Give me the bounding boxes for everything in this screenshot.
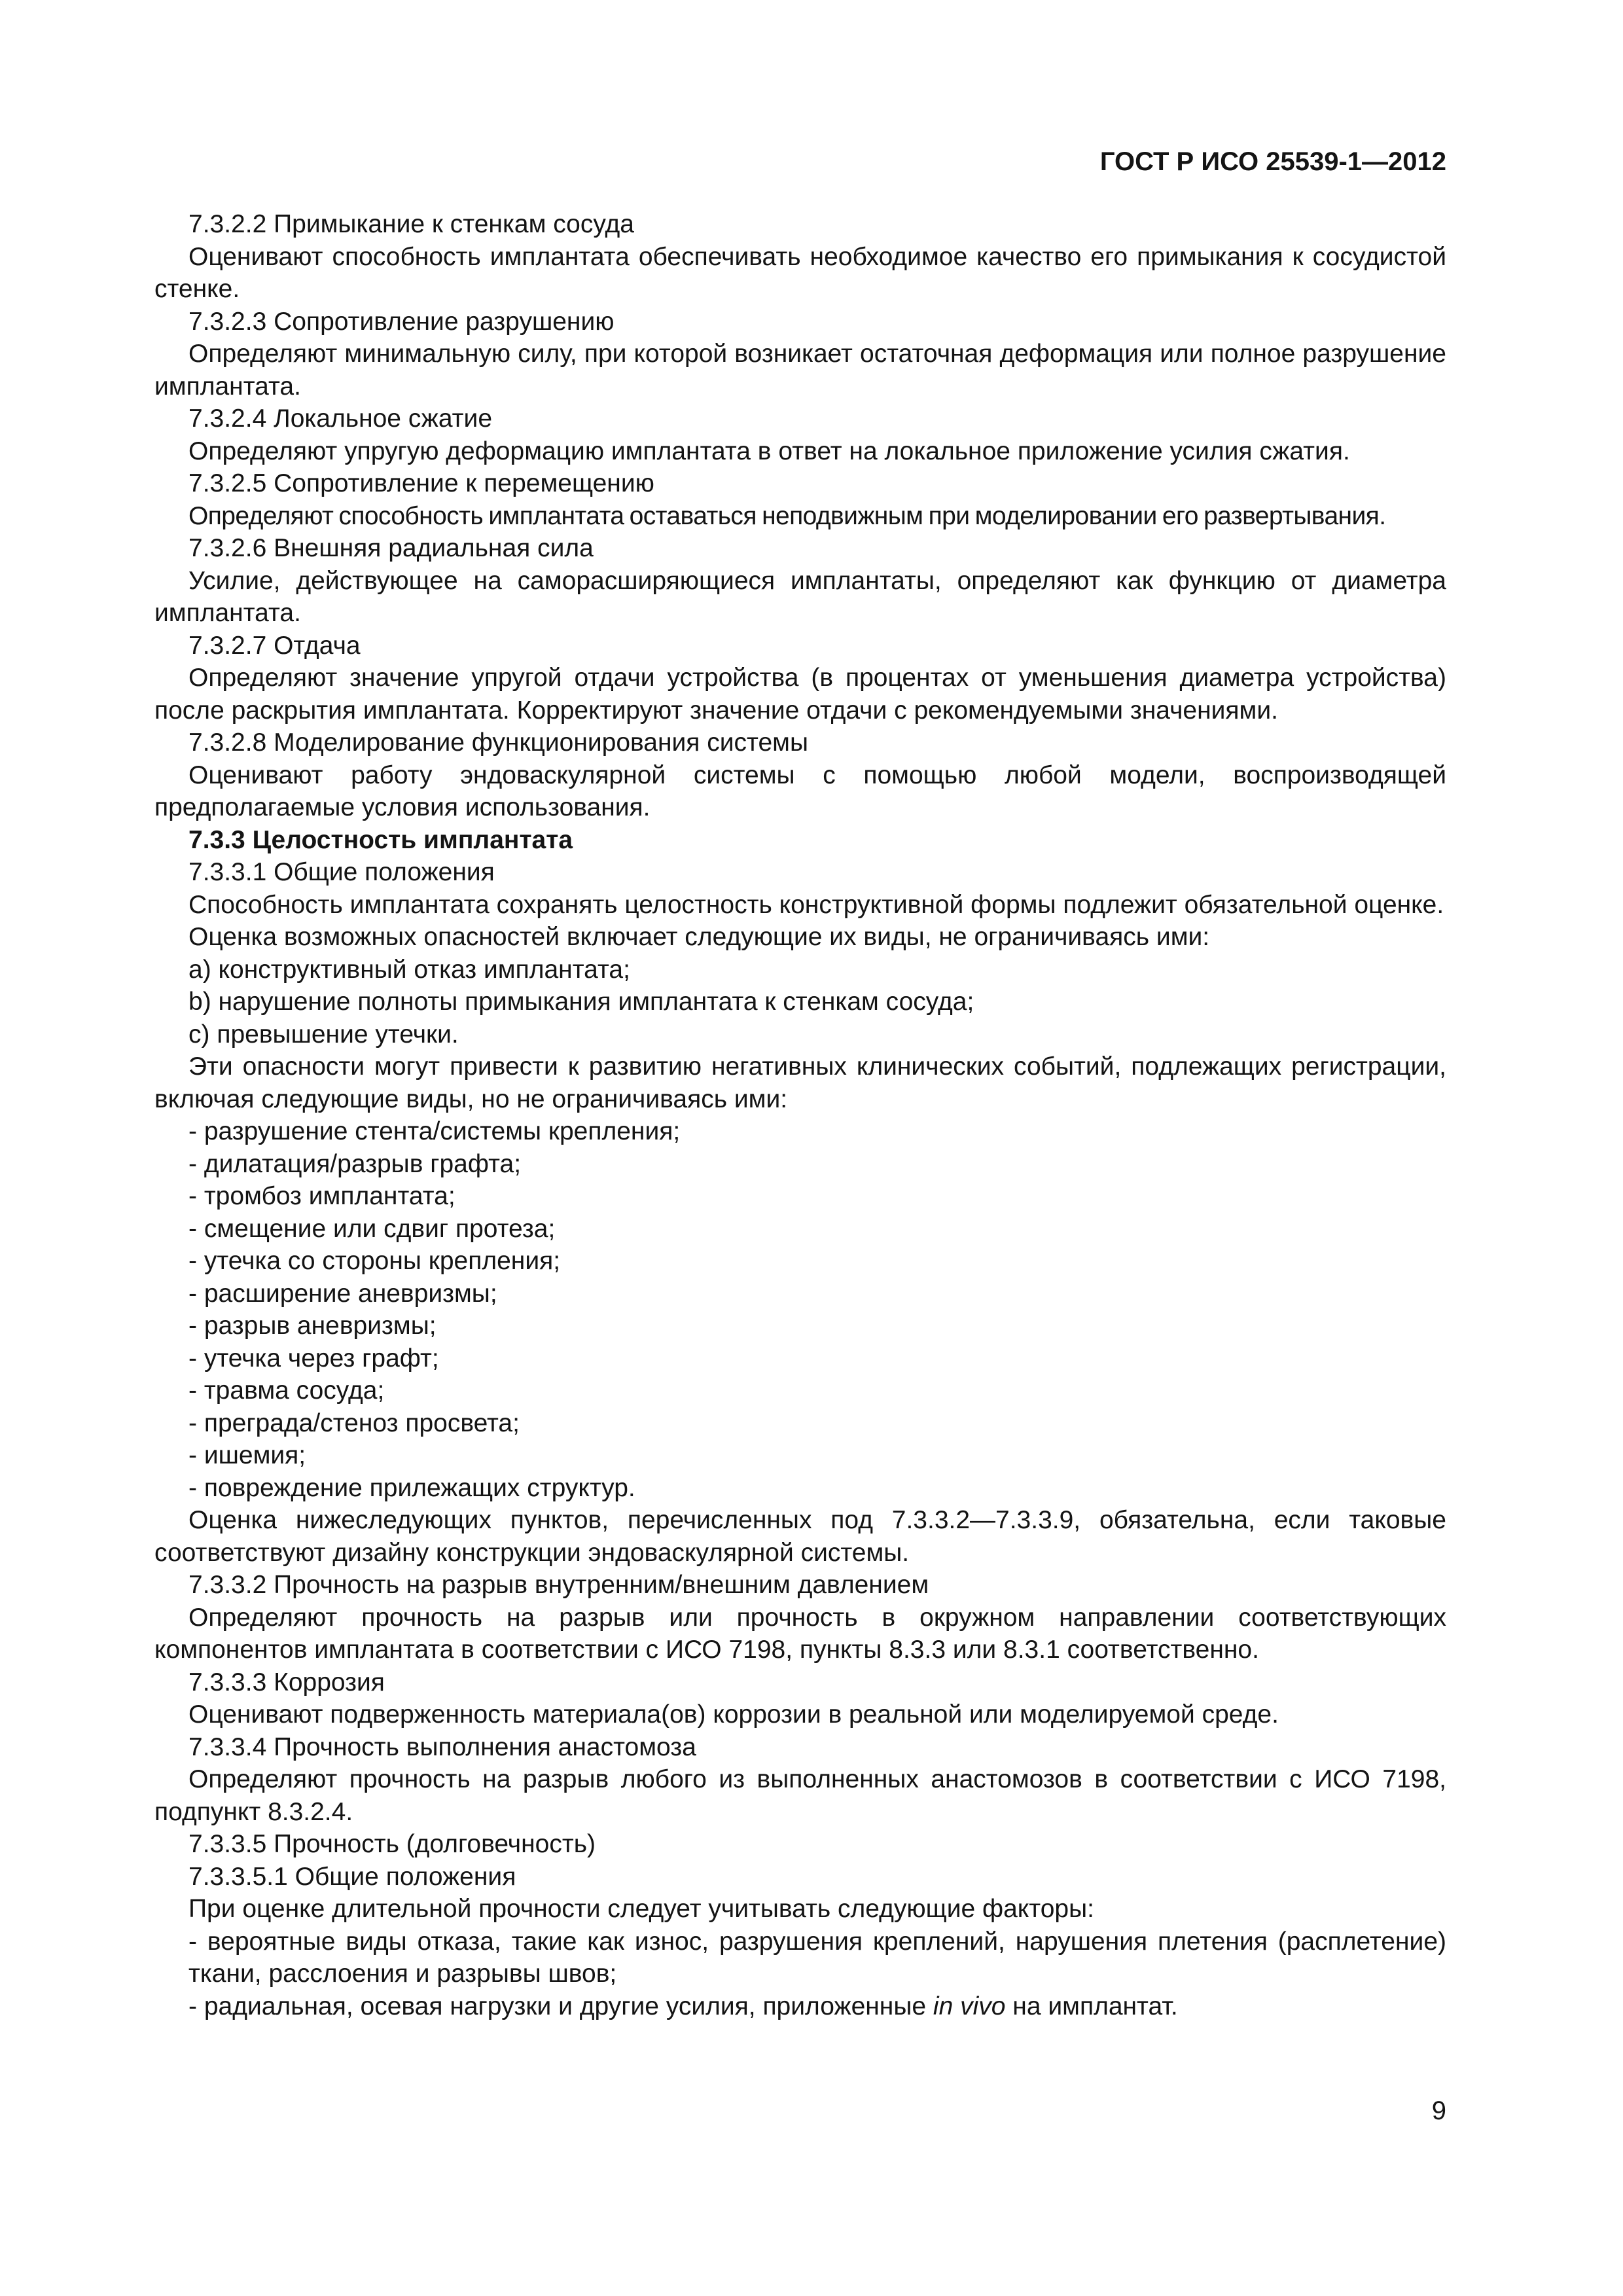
body-paragraph: Оценивают работу эндоваскулярной системы с помощью любой модели, воспроизводящей предполагаемые условия использования.	[154, 761, 1446, 821]
list-item: c) превышение утечки.	[188, 1020, 459, 1049]
body-paragraph: Усилие, действующее на саморасширяющиеся имплантаты, определяют как функцию от диаметра имплантата.	[154, 566, 1446, 627]
clause-heading: 7.3.2.4 Локальное сжатие	[188, 404, 493, 433]
list-item: - утечка через графт;	[188, 1344, 439, 1372]
body-paragraph: При оценке длительной прочности следует учитывать следующие факторы:	[188, 1895, 1094, 1923]
body-paragraph: Эти опасности могут привести к развитию негативных клинических событий, подлежащих регистрации, включая следующие виды, но не ограничиваясь ими:	[154, 1052, 1446, 1113]
body-paragraph: Определяют минимальную силу, при которой возникает остаточная деформация или полное разрушение имплантата.	[154, 340, 1446, 401]
body-paragraph: Оценка возможных опасностей включает следующие их виды, не ограничиваясь ими:	[188, 923, 1210, 951]
body-paragraph: Определяют способность имплантата оставаться неподвижным при моделировании его развертывания.	[188, 501, 1386, 530]
body-paragraph: Определяют значение упругой отдачи устройства (в процентах от уменьшения диаметра устройства) после раскрытия имплантата. Корректируют значение отдачи с рекомендуемыми значениями.	[154, 664, 1446, 725]
latin-term: in vivo	[933, 1992, 1006, 2020]
clause-heading: 7.3.2.3 Сопротивление разрушению	[188, 307, 615, 336]
list-item: - травма сосуда;	[188, 1376, 385, 1405]
body-paragraph: Определяют упругую деформацию имплантата в ответ на локальное приложение усилия сжатия.	[188, 437, 1350, 465]
list-item: - тромбоз имплантата;	[188, 1182, 455, 1210]
clause-heading: 7.3.2.8 Моделирование функционирования системы	[188, 728, 809, 757]
list-item: a) конструктивный отказ имплантата;	[188, 955, 630, 984]
list-item	[154, 1990, 1446, 2023]
list-item-text: - радиальная, осевая нагрузки и другие усилия, приложенные	[188, 1992, 933, 2020]
page-number: 9	[1431, 2096, 1446, 2125]
list-item: - утечка со стороны крепления;	[188, 1247, 561, 1275]
list-item: - разрушение стента/системы крепления;	[188, 1117, 681, 1145]
list-item: - ишемия;	[188, 1441, 306, 1469]
body-paragraph: Оценка нижеследующих пунктов, перечисленных под 7.3.3.2—7.3.3.9, обязательна, если таковые соответствуют дизайну конструкции эндоваскулярной системы.	[154, 1506, 1446, 1567]
body-paragraph: Оценивают подверженность материала(ов) коррозии в реальной или моделируемой среде.	[188, 1700, 1279, 1729]
clause-heading: 7.3.3.1 Общие положения	[188, 858, 495, 886]
list-item-text: на имплантат.	[1005, 1992, 1178, 2020]
body-paragraph: Способность имплантата сохранять целостность конструктивной формы подлежит обязательной оценке.	[188, 890, 1444, 919]
list-item: - вероятные виды отказа, такие как износ, разрушения креплений, нарушения плетения (расплетение) ткани, расслоения и разрывы швов;	[188, 1927, 1446, 1988]
list-item: - расширение аневризмы;	[188, 1279, 497, 1308]
list-item: - дилатация/разрыв графта;	[188, 1149, 522, 1178]
list-item: - разрыв аневризмы;	[188, 1312, 437, 1340]
clause-heading: 7.3.3.5.1 Общие положения	[188, 1862, 516, 1891]
document-header: ГОСТ Р ИСО 25539-1—2012	[1099, 147, 1446, 176]
body-paragraph: Оценивают способность имплантата обеспечивать необходимое качество его примыкания к сосудистой стенке.	[154, 242, 1446, 303]
clause-heading: 7.3.2.2 Примыкание к стенкам сосуда	[188, 210, 634, 238]
clause-heading: 7.3.3.2 Прочность на разрыв внутренним/внешним давлением	[188, 1571, 929, 1599]
clause-heading: 7.3.2.7 Отдача	[188, 631, 361, 660]
clause-heading: 7.3.3.3 Коррозия	[188, 1668, 385, 1696]
list-item: - преграда/стеноз просвета;	[188, 1408, 520, 1437]
list-item: - смещение или сдвиг протеза;	[188, 1214, 556, 1243]
clause-heading: 7.3.2.6 Внешняя радиальная сила	[188, 534, 594, 562]
clause-heading: 7.3.3.5 Прочность (долговечность)	[188, 1830, 596, 1858]
section-heading: 7.3.3 Целостность имплантата	[188, 825, 573, 854]
list-item: b) нарушение полноты примыкания имплантата к стенкам сосуда;	[188, 988, 974, 1016]
clause-heading: 7.3.3.4 Прочность выполнения анастомоза	[188, 1732, 696, 1761]
body-paragraph: Определяют прочность на разрыв любого из выполненных анастомозов в соответствии с ИСО 7198, подпункт 8.3.2.4.	[154, 1765, 1446, 1826]
clause-heading: 7.3.2.5 Сопротивление к перемещению	[188, 469, 654, 497]
document-body	[154, 208, 1446, 2022]
body-paragraph: Определяют прочность на разрыв или прочность в окружном направлении соответствующих компонентов имплантата в соответствии с ИСО 7198, пункты 8.3.3 или 8.3.1 соответственно.	[154, 1603, 1446, 1664]
list-item: - повреждение прилежащих структур.	[188, 1473, 635, 1502]
